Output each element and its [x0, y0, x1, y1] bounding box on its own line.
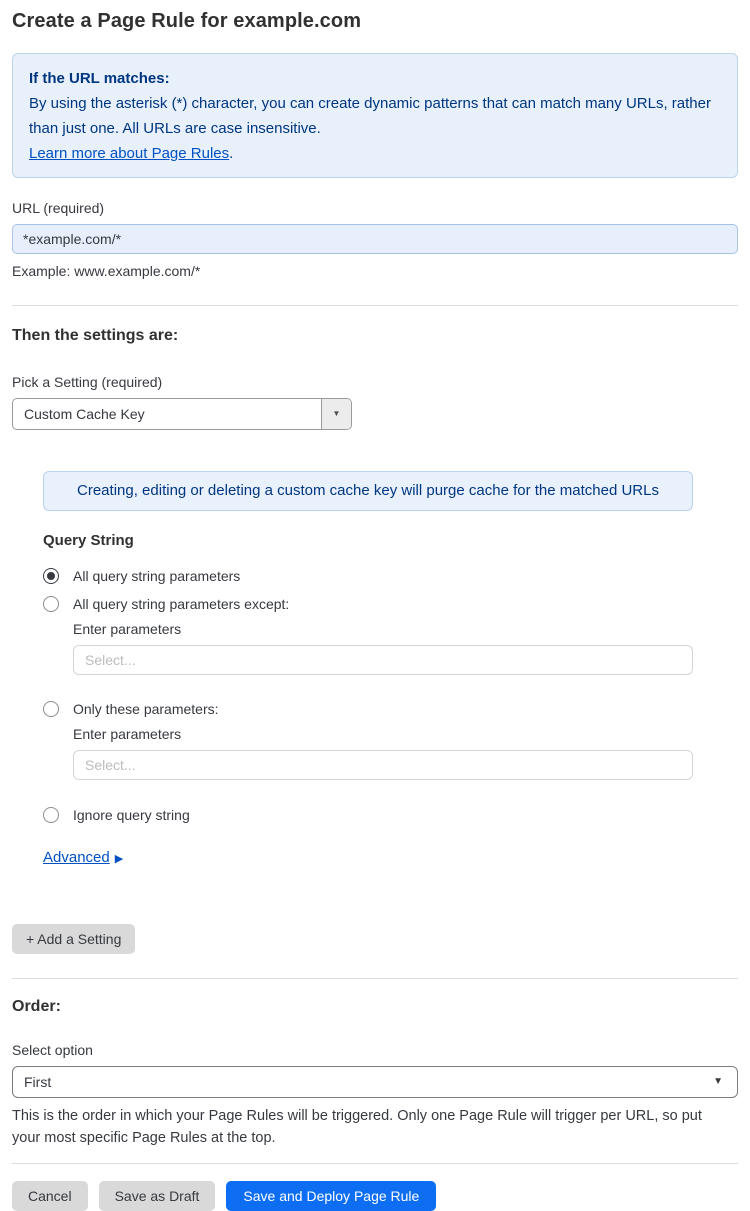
divider: [12, 305, 738, 306]
radio-label: All query string parameters except:: [73, 596, 290, 612]
add-setting-button[interactable]: + Add a Setting: [12, 924, 135, 954]
save-and-deploy-button[interactable]: Save and Deploy Page Rule: [226, 1181, 436, 1211]
pick-setting-label: Pick a Setting (required): [12, 374, 163, 390]
enter-parameters-label: Enter parameters: [73, 726, 182, 742]
only-parameters-input[interactable]: [73, 750, 693, 780]
url-input[interactable]: [12, 224, 738, 254]
url-field-label: URL (required): [12, 200, 105, 216]
except-params-subfield: [73, 621, 738, 675]
cache-key-notice: Creating, editing or deleting a custom cache key will purge cache for the matched URLs: [43, 471, 693, 511]
query-string-section: [43, 532, 738, 823]
info-box-heading: If the URL matches:: [29, 70, 170, 87]
settings-section-heading: Then the settings are:: [12, 327, 179, 344]
caret-down-icon: ▼: [332, 409, 341, 418]
divider: [12, 1163, 738, 1164]
link-period: .: [229, 145, 234, 162]
except-parameters-input[interactable]: [73, 645, 693, 675]
radio-only-these-params[interactable]: [43, 701, 738, 717]
advanced-link-label: Advanced: [43, 849, 110, 866]
radio-ignore-query-string[interactable]: [43, 807, 738, 823]
save-as-draft-button[interactable]: Save as Draft: [99, 1181, 216, 1211]
radio-label: Only these parameters:: [73, 701, 219, 717]
radio-label: Ignore query string: [73, 807, 190, 823]
order-section-heading: Order:: [12, 998, 61, 1015]
query-string-heading: Query String: [43, 532, 134, 549]
footer-actions: [12, 1181, 738, 1211]
radio-unselected-icon[interactable]: [43, 701, 59, 717]
radio-selected-icon[interactable]: [43, 568, 59, 584]
order-select-label: Select option: [12, 1042, 93, 1058]
enter-parameters-label: Enter parameters: [73, 621, 182, 637]
setting-dropdown[interactable]: [12, 398, 352, 430]
caret-right-icon: ▶: [114, 853, 124, 865]
radio-unselected-icon[interactable]: [43, 596, 59, 612]
radio-all-params-except[interactable]: [43, 596, 738, 612]
divider: [12, 978, 738, 979]
add-setting-row: [12, 867, 738, 954]
advanced-link[interactable]: [43, 849, 123, 866]
setting-dropdown-value: Custom Cache Key: [24, 406, 145, 422]
url-match-info-box: [12, 53, 738, 178]
radio-unselected-icon[interactable]: [43, 807, 59, 823]
radio-label: All query string parameters: [73, 568, 241, 584]
setting-dropdown-caret-box[interactable]: [321, 399, 351, 429]
learn-more-link[interactable]: Learn more about Page Rules: [29, 145, 230, 162]
url-example-text: Example: www.example.com/*: [12, 263, 201, 279]
order-help-text: This is the order in which your Page Rules will be triggered. Only one Page Rule will trigger per URL, so put your most specific Page Rules at the top.: [12, 1108, 702, 1146]
caret-down-icon: ▼: [713, 1076, 723, 1087]
info-box-body: By using the asterisk (*) character, you can create dynamic patterns that can match many URLs, rather than just one. All URLs are case insensitive.: [29, 95, 711, 137]
cancel-button[interactable]: Cancel: [12, 1181, 88, 1211]
order-select[interactable]: [12, 1066, 738, 1098]
order-select-value: First: [24, 1074, 52, 1090]
info-box-link-line: [29, 141, 721, 166]
radio-all-query-params[interactable]: [43, 568, 738, 584]
only-params-subfield: [73, 726, 738, 780]
page-title: Create a Page Rule for example.com: [12, 10, 362, 32]
